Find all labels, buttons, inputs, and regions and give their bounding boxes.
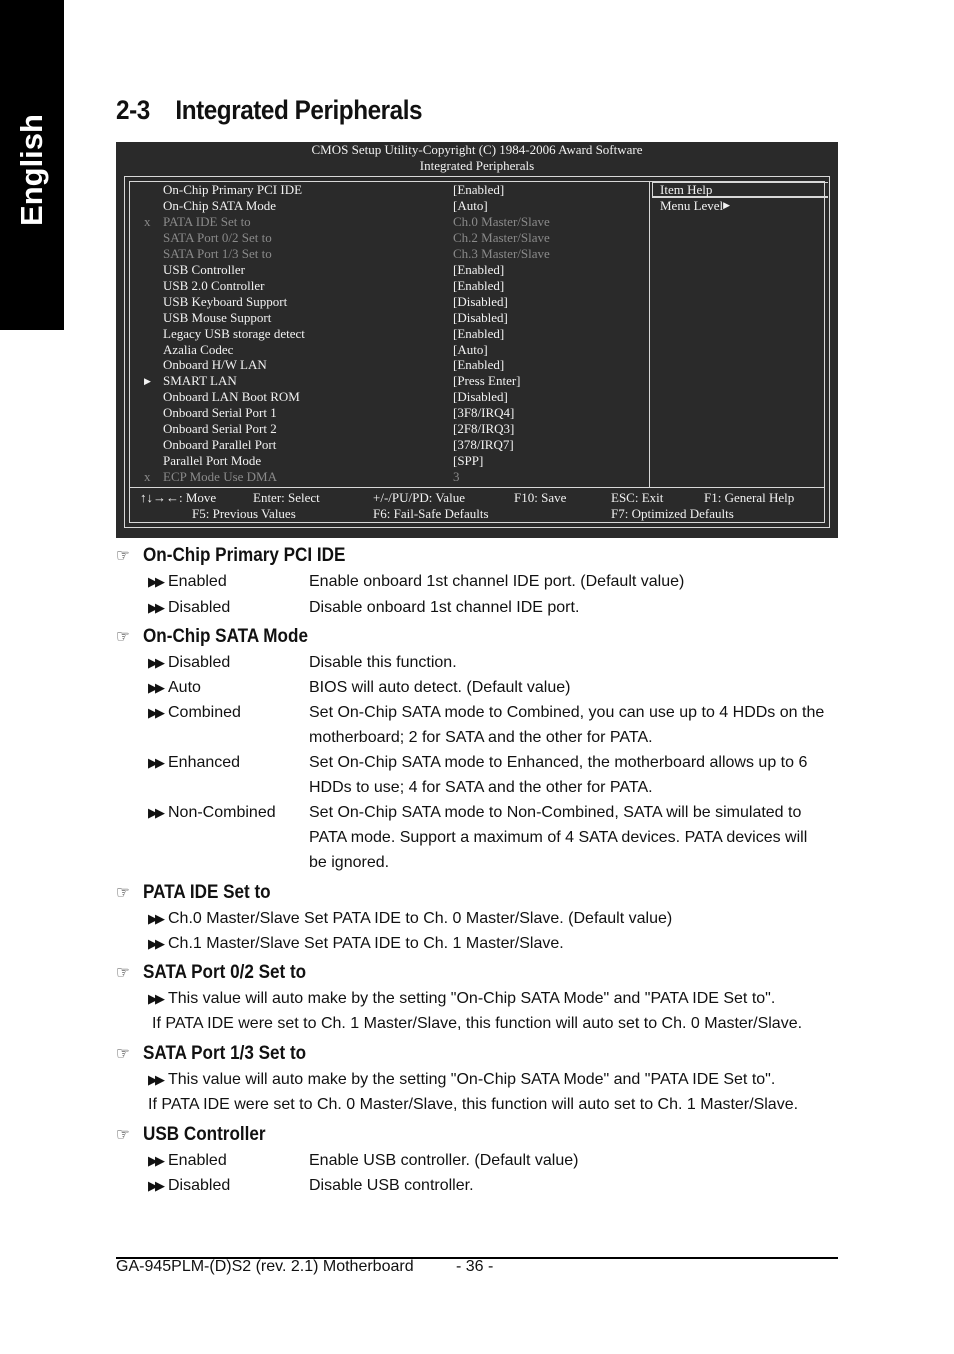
- pointing-hand-icon: ☞: [116, 1125, 130, 1144]
- bios-setting-row[interactable]: [130, 405, 649, 421]
- double-arrow-icon: ▶▶: [148, 1072, 162, 1087]
- page-title: [116, 95, 422, 126]
- key-esc: ESC: Exit: [611, 490, 664, 505]
- footer-page-number: - 36 -: [456, 1258, 494, 1275]
- setting-value[interactable]: [378/IRQ7]: [453, 437, 514, 453]
- option-usb-enabled: ▶▶ Enabled: [148, 1152, 227, 1169]
- double-arrow-icon: ▶▶: [148, 655, 162, 670]
- option-pci-disabled: ▶▶ Disabled: [148, 599, 231, 616]
- setting-value[interactable]: [Enabled]: [453, 277, 505, 293]
- desc-sata-auto: BIOS will auto detect. (Default value): [309, 679, 571, 696]
- heading-sata13: [116, 1043, 306, 1065]
- bios-setting-row[interactable]: [130, 326, 649, 342]
- item-help-title: Item Help: [660, 182, 713, 197]
- desc-sata-disabled: Disable this function.: [309, 654, 457, 671]
- bios-panel: [129, 181, 825, 523]
- heading-pci-ide-text: On-Chip Primary PCI IDE: [143, 545, 346, 566]
- heading-sata02: [116, 962, 306, 984]
- pointing-hand-icon: ☞: [116, 627, 130, 646]
- setting-name: SMART LAN: [163, 373, 237, 389]
- key-legend: [130, 490, 824, 522]
- pointing-hand-icon: ☞: [116, 1044, 130, 1063]
- setting-name: Parallel Port Mode: [163, 453, 262, 469]
- bios-setting-row[interactable]: [130, 294, 649, 310]
- bios-screen: [116, 142, 838, 538]
- option-sata-combined: ▶▶ Combined: [148, 704, 241, 721]
- desc-sata-noncombined: Set On-Chip SATA mode to Non-Combined, SATA will be simulated to PATA mode. Support a maximum of 4 SATA devices. PATA devices will be ignored.: [309, 804, 808, 871]
- setting-name: On-Chip Primary PCI IDE: [163, 182, 303, 197]
- setting-name: SATA Port 1/3 Set to: [163, 245, 272, 261]
- desc-usb-enabled: Enable USB controller. (Default value): [309, 1152, 579, 1169]
- bios-header-copyright: CMOS Setup Utility-Copyright (C) 1984-2006 Award Software: [311, 142, 643, 157]
- heading-usb: [116, 1124, 266, 1146]
- bios-setting-row[interactable]: [130, 182, 649, 198]
- setting-value: Ch.2 Master/Slave: [453, 229, 550, 245]
- sata13-line1: ▶▶ This value will auto make by the setting "On-Chip SATA Mode" and "PATA IDE Set to".: [148, 1071, 776, 1088]
- footer-model: GA-945PLM-(D)S2 (rev. 2.1) Motherboard: [116, 1258, 414, 1275]
- setting-value[interactable]: [Enabled]: [453, 357, 505, 373]
- bios-frame: [124, 176, 830, 528]
- row-marker: x: [144, 469, 151, 485]
- setting-name: Onboard Parallel Port: [163, 437, 277, 453]
- setting-value[interactable]: [Auto]: [453, 341, 488, 357]
- setting-name: Onboard Serial Port 2: [163, 421, 277, 437]
- bios-setting-row[interactable]: [130, 373, 649, 389]
- pointing-hand-icon: ☞: [116, 883, 130, 902]
- pointing-hand-icon: ☞: [116, 963, 130, 982]
- key-f10: F10: Save: [514, 490, 567, 505]
- panel-divider: [649, 182, 650, 487]
- key-f7: F7: Optimized Defaults: [611, 506, 734, 521]
- desc-sata-enhanced: Set On-Chip SATA mode to Enhanced, the motherboard allows up to 6 HDDs to use; 4 for SATA and the other for PATA.: [309, 754, 808, 796]
- setting-value[interactable]: [2F8/IRQ3]: [453, 421, 515, 437]
- setting-name: USB 2.0 Controller: [163, 277, 265, 293]
- bios-setting-row[interactable]: [130, 262, 649, 278]
- setting-name: USB Keyboard Support: [163, 293, 288, 309]
- setting-value[interactable]: [Auto]: [453, 197, 488, 213]
- key-f6: F6: Fail-Safe Defaults: [373, 506, 489, 521]
- setting-value: Ch.3 Master/Slave: [453, 245, 550, 261]
- bios-setting-row: [130, 469, 649, 485]
- key-move: ↑↓→←: Move: [140, 490, 217, 505]
- bios-setting-row[interactable]: [130, 453, 649, 469]
- setting-value[interactable]: [Disabled]: [453, 309, 508, 325]
- setting-name: On-Chip SATA Mode: [163, 197, 277, 213]
- double-arrow-icon: ▶▶: [148, 911, 162, 926]
- setting-name: USB Controller: [163, 261, 245, 277]
- double-arrow-icon: ▶▶: [148, 755, 162, 770]
- menu-level: [660, 198, 730, 215]
- setting-name: Legacy USB storage detect: [163, 325, 305, 341]
- sata02-line1: ▶▶ This value will auto make by the setting "On-Chip SATA Mode" and "PATA IDE Set to".: [148, 990, 776, 1007]
- double-arrow-icon: ▶▶: [148, 805, 162, 820]
- key-enter: Enter: Select: [253, 490, 320, 505]
- option-pci-enabled: ▶▶ Enabled: [148, 573, 227, 590]
- bios-setting-row[interactable]: [130, 310, 649, 326]
- bios-header-menu: Integrated Peripherals: [419, 158, 535, 173]
- section-title: Integrated Peripherals: [175, 95, 423, 125]
- sata02-line2: If PATA IDE were set to Ch. 1 Master/Slave, this function will auto set to Ch. 0 Master/Slave.: [152, 1015, 803, 1032]
- desc-usb-disabled: Disable USB controller.: [309, 1177, 474, 1194]
- setting-value[interactable]: [Enabled]: [453, 325, 505, 341]
- submenu-arrow-icon: ▶: [144, 376, 151, 387]
- key-value: +/-/PU/PD: Value: [373, 490, 465, 505]
- bios-setting-row[interactable]: [130, 357, 649, 373]
- desc-pci-disabled: Disable onboard 1st channel IDE port.: [309, 599, 580, 616]
- setting-value: 3: [453, 469, 460, 485]
- double-arrow-icon: ▶▶: [148, 1153, 162, 1168]
- setting-name: Onboard H/W LAN: [163, 357, 267, 373]
- bios-setting-row: [130, 214, 649, 230]
- right-triangle-icon: ▶: [723, 200, 731, 210]
- double-arrow-icon: ▶▶: [148, 705, 162, 720]
- double-arrow-icon: ▶▶: [148, 991, 162, 1006]
- heading-sata02-text: SATA Port 0/2 Set to: [143, 962, 307, 983]
- double-arrow-icon: ▶▶: [148, 574, 162, 589]
- option-sata-noncombined: ▶▶ Non-Combined: [148, 804, 276, 821]
- double-arrow-icon: ▶▶: [148, 936, 162, 951]
- option-usb-disabled: ▶▶ Disabled: [148, 1177, 231, 1194]
- footer-divider: [130, 487, 824, 488]
- heading-sata-mode-text: On-Chip SATA Mode: [143, 626, 308, 647]
- row-marker: x: [144, 213, 151, 229]
- pata-ch1-line: ▶▶ Ch.1 Master/Slave Set PATA IDE to Ch. 1 Master/Slave.: [148, 935, 564, 952]
- menu-level-label: Menu Level: [660, 198, 724, 213]
- pata-ch0-line: ▶▶ Ch.0 Master/Slave Set PATA IDE to Ch. 0 Master/Slave. (Default value): [148, 910, 673, 927]
- setting-value[interactable]: [Disabled]: [453, 293, 508, 309]
- option-sata-auto: ▶▶ Auto: [148, 679, 201, 696]
- setting-value[interactable]: [Press Enter]: [453, 373, 521, 389]
- desc-pci-enabled: Enable onboard 1st channel IDE port. (Default value): [309, 573, 685, 590]
- option-sata-enhanced: ▶▶ Enhanced: [148, 754, 241, 771]
- setting-name: PATA IDE Set to: [163, 213, 251, 229]
- bios-setting-row[interactable]: [130, 198, 649, 214]
- setting-name: SATA Port 0/2 Set to: [163, 229, 272, 245]
- setting-name: Onboard Serial Port 1: [163, 405, 277, 421]
- setting-name: Onboard LAN Boot ROM: [163, 389, 300, 405]
- key-f5: F5: Previous Values: [192, 506, 296, 521]
- setting-name: USB Mouse Support: [163, 309, 272, 325]
- bios-setting-row: [130, 230, 649, 246]
- heading-sata-mode: [116, 626, 308, 648]
- key-f1: F1: General Help: [704, 490, 795, 505]
- heading-pci-ide: [116, 545, 345, 567]
- bios-setting-row[interactable]: [130, 278, 649, 294]
- setting-value[interactable]: [Disabled]: [453, 389, 508, 405]
- setting-value[interactable]: [Enabled]: [453, 261, 505, 277]
- setting-name: Azalia Codec: [163, 341, 234, 357]
- bios-setting-row[interactable]: [130, 389, 649, 405]
- double-arrow-icon: ▶▶: [148, 680, 162, 695]
- sata13-line2: If PATA IDE were set to Ch. 0 Master/Slave, this function will auto set to Ch. 1 Master/Slave.: [148, 1096, 799, 1113]
- language-tab: [0, 0, 64, 330]
- double-arrow-icon: ▶▶: [148, 1178, 162, 1193]
- pointing-hand-icon: ☞: [116, 546, 130, 565]
- option-sata-disabled: ▶▶ Disabled: [148, 654, 231, 671]
- setting-value: Ch.0 Master/Slave: [453, 213, 550, 229]
- heading-usb-text: USB Controller: [143, 1124, 266, 1145]
- setting-value[interactable]: [SPP]: [453, 453, 484, 469]
- setting-value[interactable]: [Enabled]: [453, 182, 505, 197]
- heading-sata13-text: SATA Port 1/3 Set to: [143, 1043, 307, 1064]
- bios-setting-row[interactable]: [130, 421, 649, 437]
- bios-setting-row[interactable]: [130, 437, 649, 453]
- section-number: 2-3: [116, 95, 150, 125]
- setting-value[interactable]: [3F8/IRQ4]: [453, 405, 515, 421]
- desc-sata-combined: Set On-Chip SATA mode to Combined, you can use up to 4 HDDs on the motherboard; 2 for SATA and the other for PATA.: [309, 704, 825, 746]
- heading-pata-ide: [116, 882, 271, 904]
- bios-setting-row[interactable]: [130, 342, 649, 358]
- heading-pata-ide-text: PATA IDE Set to: [143, 882, 271, 903]
- double-arrow-icon: ▶▶: [148, 600, 162, 615]
- bios-setting-row: [130, 246, 649, 262]
- language-tab-label: English: [14, 114, 49, 226]
- setting-name: ECP Mode Use DMA: [163, 469, 277, 485]
